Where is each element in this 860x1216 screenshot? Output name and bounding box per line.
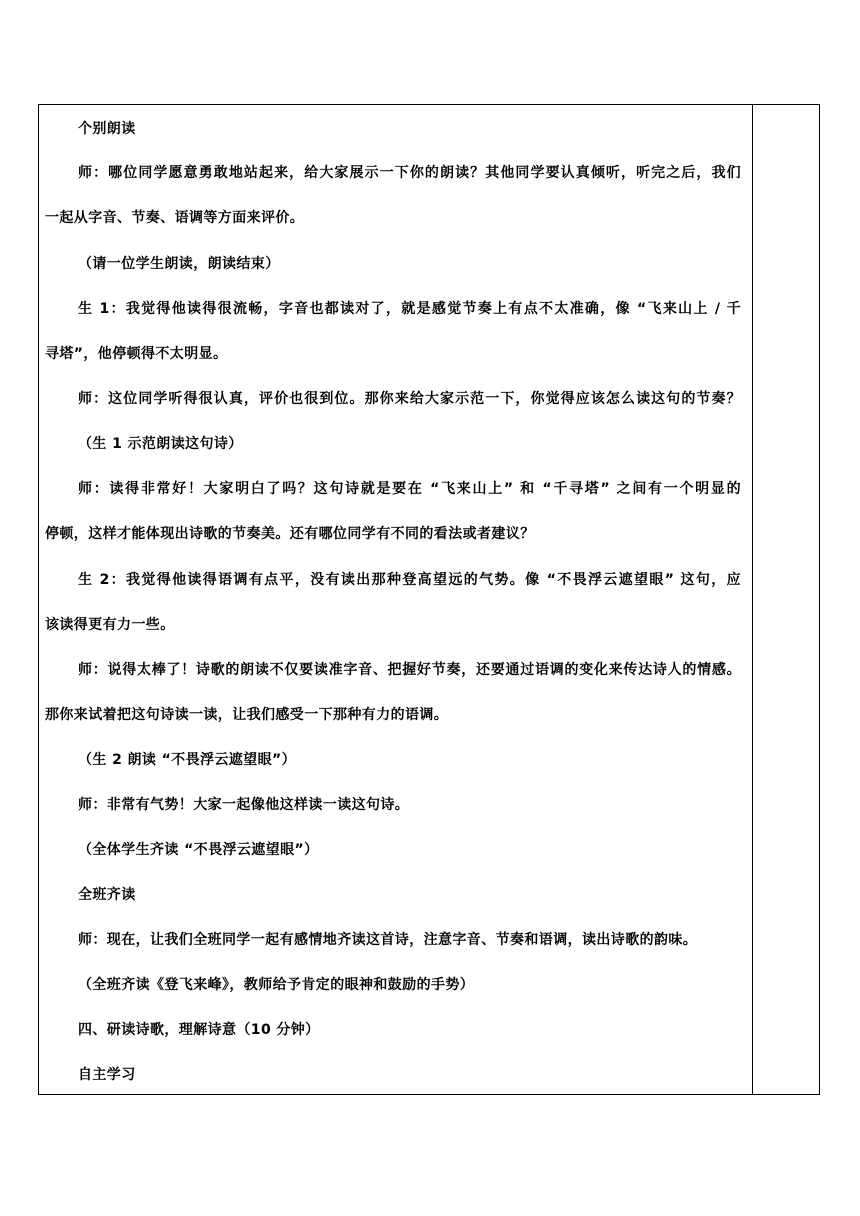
teacher-line: 师：非常有气势！大家一起像他这样读一读这句诗。 <box>78 797 410 813</box>
teacher-line: 师：读得非常好！大家明白了吗？这句诗就是要在 “飞来山上” 和 “千寻塔” 之间有一个明显的 <box>78 481 741 497</box>
teacher-line-continued: 那你来试着把这句诗读一读，让我们感受一下那种有力的语调。 <box>45 707 449 723</box>
stage-direction: （生 2 朗读 “不畏浮云遮望眼”） <box>78 752 296 768</box>
heading-class-reading: 全班齐读 <box>78 887 136 903</box>
stage-direction: （请一位学生朗读，朗读结束） <box>78 256 280 272</box>
student-2-line-continued: 该读得更有力一些。 <box>45 617 175 633</box>
teacher-line: 师：哪位同学愿意勇敢地站起来，给大家展示一下你的朗读？其他同学要认真倾听，听完之后，我们 <box>78 165 741 181</box>
stage-direction: （生 1 示范朗读这句诗） <box>78 436 243 452</box>
student-1-line-continued: 寻塔”，他停顿得不太明显。 <box>45 346 228 362</box>
section-heading: 四、研读诗歌，理解诗意（10 分钟） <box>78 1022 320 1038</box>
heading-individual-reading: 个别朗读 <box>78 121 136 137</box>
lesson-content-cell <box>40 106 750 1093</box>
stage-direction: （全班齐读《登飞来峰》，教师给予肯定的眼神和鼓励的手势） <box>78 977 475 993</box>
teacher-line-continued: 停顿，这样才能体现出诗歌的节奏美。还有哪位同学有不同的看法或者建议？ <box>45 526 535 542</box>
teacher-line: 师：说得太棒了！诗歌的朗读不仅要读准字音、把握好节奏，还要通过语调的变化来传达诗人的情感。 <box>78 662 741 678</box>
heading-self-study: 自主学习 <box>78 1067 136 1083</box>
stage-direction: （全体学生齐读 “不畏浮云遮望眼”） <box>78 842 319 858</box>
teacher-line: 师：这位同学听得很认真，评价也很到位。那你来给大家示范一下，你觉得应该怎么读这句的节奏？ <box>78 391 741 407</box>
student-2-line: 生 2：我觉得他读得语调有点平，没有读出那种登高望远的气势。像 “不畏浮云遮望眼” 这句，应 <box>78 572 741 588</box>
student-1-line: 生 1：我觉得他读得很流畅，字音也都读对了，就是感觉节奏上有点不太准确，像 “飞来山上 / 千 <box>78 301 741 317</box>
teacher-line-continued: 一起从字音、节奏、语调等方面来评价。 <box>45 210 305 226</box>
teacher-line: 师：现在，让我们全班同学一起有感情地齐读这首诗，注意字音、节奏和语调，读出诗歌的韵味。 <box>78 932 698 948</box>
